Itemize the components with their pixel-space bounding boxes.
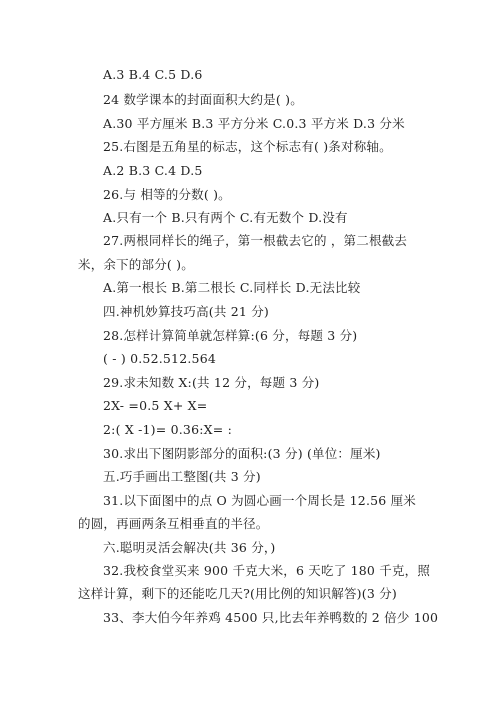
section-heading: 六.聪明灵活会解决(共 36 分，) (103, 540, 276, 555)
text-line: 2X- =0.5 X+ X= (103, 398, 208, 413)
text-line: A.3 B.4 C.5 D.6 (103, 67, 203, 82)
text-line: 30.求出下图阴影部分的面积:(3 分) (单位：厘米) (103, 446, 381, 461)
section-heading: 五.巧手画出工整图(共 3 分) (103, 469, 261, 484)
text-line: 米，余下的部分( )。 (78, 257, 194, 272)
text-line: A.只有一个 B.只有两个 C.有无数个 D.没有 (103, 210, 348, 225)
text-line: 27.两根同样长的绳子，第一根截去它的 ，第二根截去 (103, 233, 408, 248)
text-line: 25.右图是五角星的标志，这个标志有( )条对称轴。 (103, 139, 392, 154)
text-line: 的圆，再画两条互相垂直的半径。 (78, 516, 269, 531)
text-line: 31.以下面图中的点 O 为圆心画一个周长是 12.56 厘米 (103, 493, 417, 508)
text-line: A.第一根长 B.第二根长 C.同样长 D.无法比较 (103, 280, 361, 295)
section-heading: 四.神机妙算技巧高(共 21 分) (103, 304, 269, 319)
text-line: 28.怎样计算简单就怎样算:(6 分，每题 3 分) (103, 328, 358, 343)
text-line: 24 数学课本的封面面积大约是( )。 (103, 92, 303, 107)
text-line: 2:( X -1)= 0.36:X= : (103, 422, 232, 437)
text-line: A.30 平方厘米 B.3 平方分米 C.0.3 平方米 D.3 分米 (103, 116, 405, 131)
text-line: ( - ) 0.52.512.564 (103, 351, 216, 366)
text-line: 26.与 相等的分数( )。 (103, 187, 231, 202)
text-line: 这样计算，剩下的还能吃几天?(用比例的知识解答)(3 分) (78, 586, 397, 601)
text-line: 33、李大伯今年养鸡 4500 只,比去年养鸭数的 2 倍少 100 (103, 610, 439, 625)
text-line: 29.求未知数 X:(共 12 分，每题 3 分) (103, 375, 320, 390)
text-line: A.2 B.3 C.4 D.5 (103, 163, 203, 178)
text-line: 32.我校食堂买来 900 千克大米，6 天吃了 180 千克，照 (103, 563, 431, 578)
